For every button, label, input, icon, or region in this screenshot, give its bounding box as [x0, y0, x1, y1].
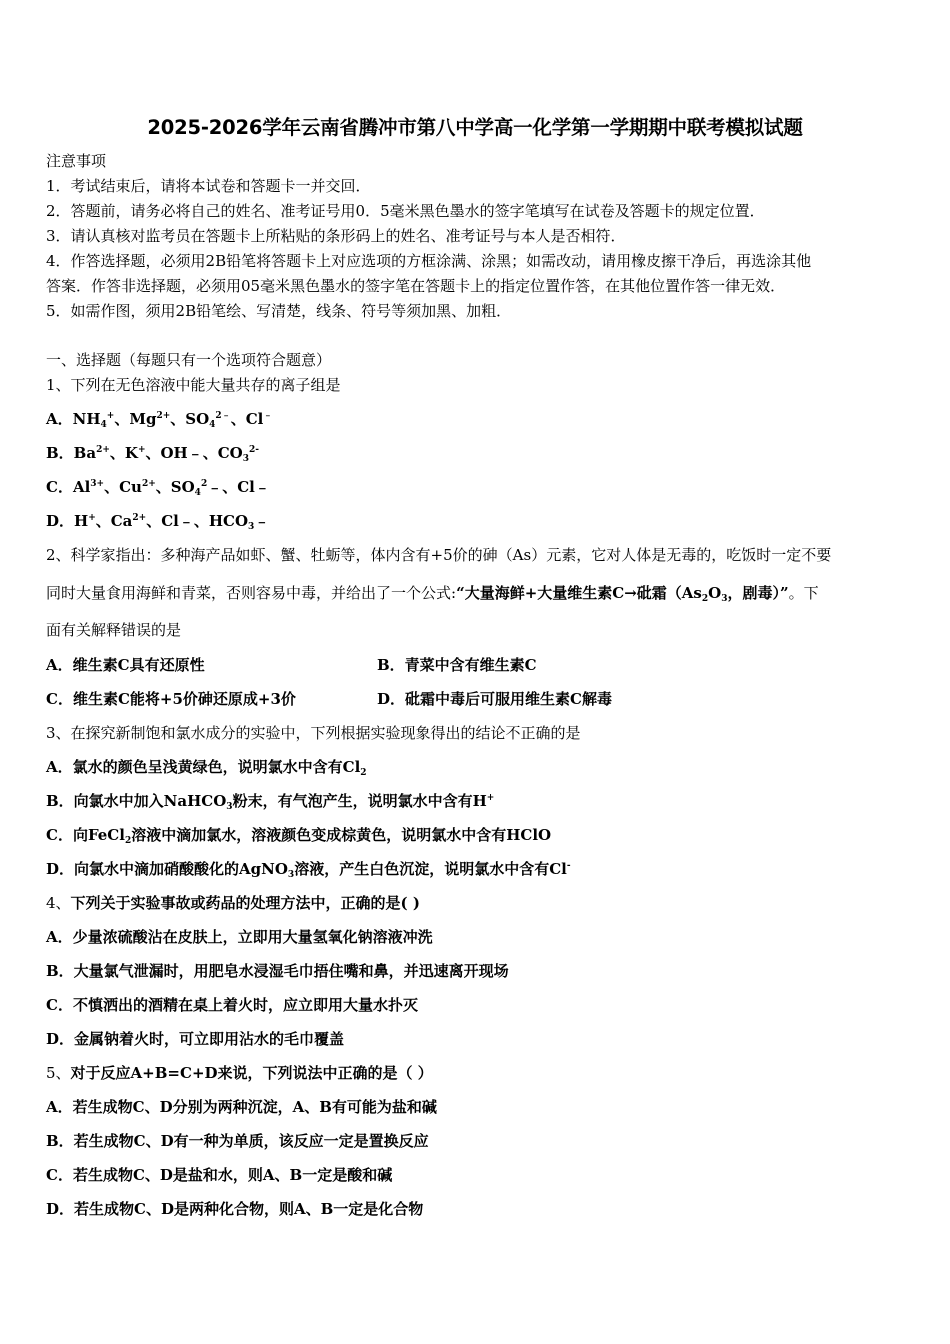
notice-heading: 注意事项: [46, 152, 107, 170]
question-text: 下列关于实验事故或药品的处理方法中，正确的是( ): [70, 894, 420, 912]
notice-item-4: 4．作答选择题，必须用2B铅笔将答题卡上对应选项的方框涂满、涂黑；如需改动，请用橡皮擦干净后，再选涂其他: [46, 252, 812, 270]
q1-option-c[interactable]: C．$Al^{3+}$、$Cu^{2+}$、$SO_4^2﹣$、Cl﹣: [46, 478, 270, 498]
q1-option-d[interactable]: D．H+、$Ca^{2+}$、Cl﹣、$HCO_3﹣$: [46, 512, 270, 532]
q5-option-a[interactable]: A．若生成物C、D分别为两种沉淀，A、B有可能为盐和碱: [46, 1098, 437, 1116]
q4-option-c[interactable]: C．不慎洒出的酒精在桌上着火时，应立即用大量水扑灭: [46, 996, 418, 1014]
q3-option-d[interactable]: D．向氯水中滴加硝酸酸化的AgNO$_3$溶液，产生白色沉淀，说明氯水中含有Cl-: [46, 860, 571, 880]
question-number: 4、: [46, 894, 71, 912]
question-text: 下列在无色溶液中能大量共存的离子组是: [70, 376, 341, 394]
q2-option-c[interactable]: C．维生素C能将+5价砷还原成+3价: [46, 690, 296, 708]
q4-option-a[interactable]: A．少量浓硫酸沾在皮肤上，立即用大量氢氧化钠溶液冲洗: [46, 928, 433, 946]
q2-option-d[interactable]: D．砒霜中毒后可服用维生素C解毒: [377, 690, 612, 708]
q2-option-a[interactable]: A．维生素C具有还原性: [46, 656, 205, 674]
question-4-stem: [46, 893, 420, 913]
q3-option-c[interactable]: C．向FeCl$_2$溶液中滴加氯水，溶液颜色变成棕黄色，说明氯水中含有HClO: [46, 826, 552, 846]
notice-item-3: 3．请认真核对监考员在答题卡上所粘贴的条形码上的姓名、准考证号与本人是否相符．: [46, 227, 626, 245]
q2-option-b[interactable]: B．青菜中含有维生素C: [377, 656, 537, 674]
page-title: 2025-2026学年云南省腾冲市第八中学高一化学第一学期期中联考模拟试题: [147, 116, 803, 139]
question-number: 5、: [46, 1064, 71, 1082]
q5-option-c[interactable]: C．若生成物C、D是盐和水，则A、B一定是酸和碱: [46, 1166, 393, 1184]
q3-option-a[interactable]: A．氯水的颜色呈浅黄绿色，说明氯水中含有$Cl_2$: [46, 758, 367, 778]
notice-item-4-cont: 答案．作答非选择题，必须用05毫米黑色墨水的签字笔在答题卡上的指定位置作答，在其他位置作答一律无效．: [46, 277, 786, 295]
q1-option-b[interactable]: B．$Ba^{2+}$、K+、OH﹣、$CO_3^{2-}$: [46, 444, 259, 464]
question-5-stem: [46, 1063, 433, 1083]
question-3-stem: [46, 723, 581, 743]
question-2-stem-line-3: 面有关解释错误的是: [46, 621, 182, 639]
q4-option-d[interactable]: D．金属钠着火时，可立即用沾水的毛巾覆盖: [46, 1030, 345, 1048]
question-1-stem: [46, 375, 341, 395]
question-2-stem-line-2: 同时大量食用海鲜和青菜，否则容易中毒，并给出了一个公式:“大量海鲜+大量维生素C→砒霜（$As_2O_3$，剧毒）”。下: [46, 584, 819, 604]
question-number: 3、: [46, 724, 71, 742]
notice-item-2: 2．答题前，请务必将自己的姓名、准考证号用0．5毫米黑色墨水的签字笔填写在试卷及答题卡的规定位置．: [46, 202, 765, 220]
q1-option-a[interactable]: A．$NH_4^+$、$Mg^{2+}$、$SO_4^{2﹣}$、Cl﹣: [46, 410, 273, 430]
question-text: 对于反应A+B=C+D来说，下列说法中正确的是（ ）: [70, 1064, 433, 1082]
q5-option-d[interactable]: D．若生成物C、D是两种化合物，则A、B一定是化合物: [46, 1200, 424, 1218]
q5-option-b[interactable]: B．若生成物C、D有一种为单质，该反应一定是置换反应: [46, 1132, 429, 1150]
notice-item-1: 1．考试结束后，请将本试卷和答题卡一并交回．: [46, 177, 371, 195]
question-2-stem-line-1: [46, 545, 831, 565]
question-text: 科学家指出：多种海产品如虾、蟹、牡蛎等，体内含有+5价的砷（As）元素，它对人体是无毒的，吃饭时一定不要: [70, 546, 832, 564]
q3-option-b[interactable]: B．向氯水中加入NaHCO$_3$粉末，有气泡产生，说明氯水中含有H+: [46, 792, 495, 812]
q4-option-b[interactable]: B．大量氯气泄漏时，用肥皂水浸湿毛巾捂住嘴和鼻，并迅速离开现场: [46, 962, 509, 980]
question-text: 在探究新制饱和氯水成分的实验中，下列根据实验现象得出的结论不正确的是: [70, 724, 581, 742]
notice-item-5: 5．如需作图，须用2B铅笔绘、写清楚，线条、符号等须加黑、加粗．: [46, 302, 512, 320]
question-number: 1、: [46, 376, 71, 394]
section-heading: 一、选择题（每题只有一个选项符合题意）: [46, 351, 332, 369]
question-number: 2、: [46, 546, 71, 564]
